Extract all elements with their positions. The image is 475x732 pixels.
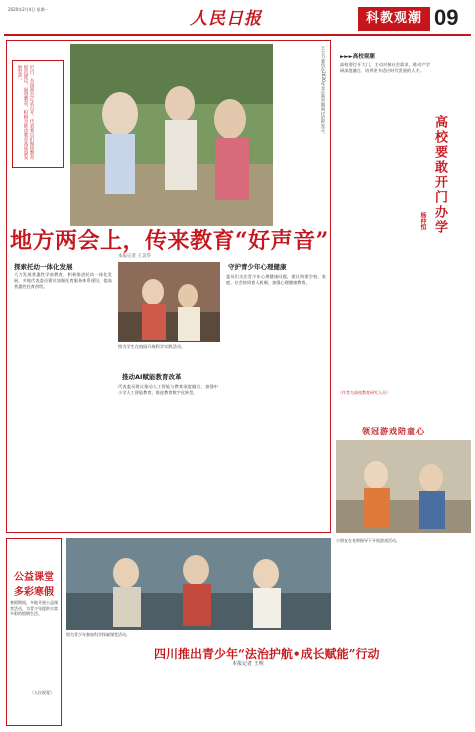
lead-box xyxy=(12,60,64,168)
right-lower-caption: 小朋友在老师指导下开展游戏活动。 xyxy=(336,538,400,543)
mid-photo-caption: 图为学生在校园开展科学实践活动。 xyxy=(118,344,186,349)
bottom-center-photo xyxy=(66,538,331,630)
main-headline-wrap xyxy=(10,224,329,254)
bottom-headline: 四川推出青少年“法治护航•成长赋能”行动 xyxy=(154,647,380,661)
col2-title: 推动AI赋能教育改革 xyxy=(122,373,182,381)
lead-text: 近日，全国两会正式召开，代表委员们围绕教育提出建议，展望教育，积极为推动教育高质量发展发声。 xyxy=(17,65,34,160)
bottom-left-author: （人民视觉） xyxy=(30,690,54,695)
right-column-section: ►►►高校观潮 xyxy=(340,54,375,60)
masthead-logo: 人民日报 xyxy=(190,9,262,29)
page-header xyxy=(4,4,471,34)
top-photo xyxy=(70,44,273,226)
mid-photo-image xyxy=(118,262,220,342)
right-column-author: 杨仲恒 xyxy=(419,212,426,230)
main-headline: 地方两会上，传来教育“好声音” xyxy=(10,228,329,254)
page-number: 09 xyxy=(434,5,459,30)
bottom-article-text xyxy=(66,670,266,728)
main-byline: 本报记者 王美华 xyxy=(118,254,151,259)
issue-date: 2020年2月4日 星期一 xyxy=(8,7,49,12)
right-column-footnote: （作者为高校教育研究人员） xyxy=(338,390,390,395)
top-photo-caption: 王大力委员在2020年北京两会期间讨论时发言。 xyxy=(321,46,326,137)
bottom-left-box xyxy=(6,538,62,726)
bottom-center-caption: 图为青少年参加科学探索课堂活动。 xyxy=(66,632,130,637)
bottom-left-title-1: 公益课堂 xyxy=(14,572,54,583)
col3-text: 委员们关注青少年心理健康问题，建议构建学校、家庭、社会协同育人机制，加强心理健康教育。 xyxy=(226,274,326,285)
bottom-left-text: 寒假期间，多地开展公益课堂活动，为青少年提供丰富多彩的假期生活。 xyxy=(10,600,58,616)
mid-photo xyxy=(118,262,220,342)
right-lower-photo-image xyxy=(336,440,471,533)
top-photo-image xyxy=(70,44,273,226)
right-lower-title: 领冠游戏陪童心 xyxy=(362,427,425,436)
section-label: 科教观潮 xyxy=(358,7,430,31)
col3-title: 守护青少年心理健康 xyxy=(228,263,287,271)
col1-title: 探索托幼一体化发展 xyxy=(14,263,73,271)
bottom-headline-byline: 本报记者 王明 xyxy=(232,661,264,667)
col1-text: 大力发展普惠性学前教育，积极推进托幼一体化发展，多地代表委员建议加强托育服务体系建设，提高普惠性托育供给。 xyxy=(14,272,112,289)
bottom-center-photo-image xyxy=(66,538,331,630)
right-column-headline: 高校要敢开门办学 xyxy=(432,115,447,235)
right-column-text: 高校要打开大门，主动对接社会需求，推动产学研深度融合，培养更多适应时代发展的人才。 xyxy=(340,62,430,73)
col2-text: 代表委员建议推动人工智能与教育深度融合，加强中小学人工智能教育，推进教育数字化转型。 xyxy=(118,384,218,395)
right-lower-photo xyxy=(336,440,471,533)
header-rule xyxy=(4,34,471,36)
bottom-left-title-2: 多彩寒假 xyxy=(14,587,54,598)
